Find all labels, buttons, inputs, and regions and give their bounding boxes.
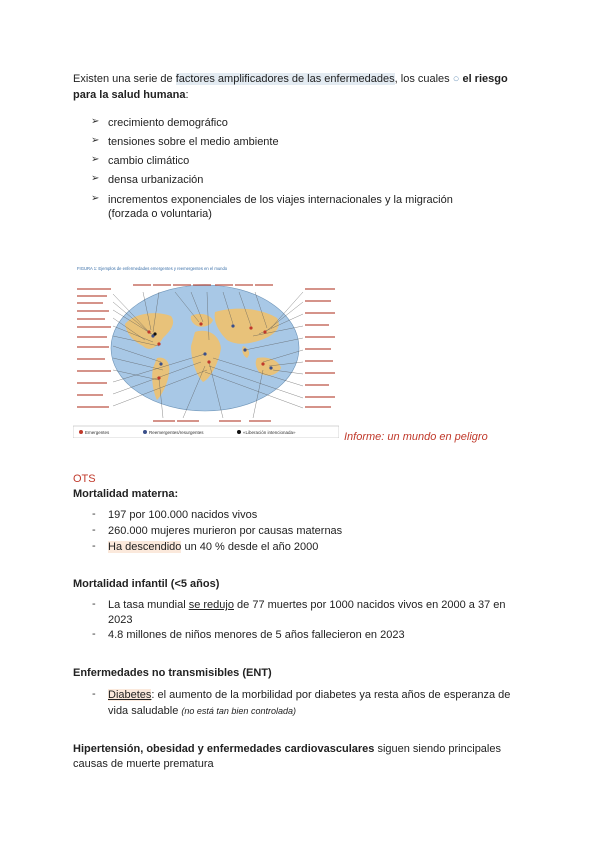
list-item-text: : el aumento de la morbilidad por diabetes ya resta años de esperanza de — [151, 689, 511, 701]
circle-icon: ○ — [452, 73, 460, 85]
list-item-continued — [108, 613, 132, 627]
factor-item: tensiones sobre el medio ambiente — [108, 136, 279, 148]
arrow-bullet-icon: ➢ — [91, 173, 100, 184]
closing-rest: siguen siendo principales — [374, 743, 501, 755]
arrow-bullet-icon: ➢ — [91, 116, 100, 127]
list-item-text: vida saludable — [108, 705, 182, 717]
legend-reemergent-icon — [143, 430, 147, 434]
dash-bullet: - — [92, 628, 96, 640]
list-item — [108, 524, 342, 538]
highlighted-text: Diabetes — [108, 689, 152, 701]
list-item-text: 2023 — [108, 614, 133, 626]
list-item-text: La tasa mundial — [108, 599, 189, 611]
list-item — [108, 540, 318, 554]
figure-caption: Informe: un mundo en peligro — [344, 431, 488, 443]
list-item-text: un 40 % desde el año 2000 — [181, 541, 319, 553]
intro-bold-2: para la salud humana — [73, 89, 186, 101]
disease-world-map-figure — [73, 262, 339, 438]
factor-item: crecimiento demográfico — [108, 117, 228, 129]
dash-bullet: - — [92, 540, 96, 552]
dash-bullet: - — [92, 598, 96, 610]
legend-label: Reemergentes/resurgentes — [149, 429, 204, 435]
closing-line-2: causas de muerte prematura — [73, 758, 214, 770]
dash-bullet: - — [92, 524, 96, 536]
legend-label: Emergentes — [85, 429, 110, 435]
intro-bold-1: el riesgo — [459, 73, 508, 85]
legend-label: «Liberación intencionada» — [243, 429, 296, 435]
closing-bold: Hipertensión, obesidad y enfermedades cardiovasculares — [73, 743, 375, 755]
factor-item: incrementos exponenciales de los viajes internacionales y la migración — [108, 194, 453, 206]
arrow-bullet-icon: ➢ — [91, 193, 100, 204]
section-title: Mortalidad infantil (<5 años) — [73, 578, 220, 590]
world-map-image — [73, 262, 339, 438]
list-item — [108, 508, 257, 522]
factor-item: cambio climático — [108, 155, 190, 167]
arrow-bullet-icon: ➢ — [91, 154, 100, 165]
closing-line-1 — [73, 742, 501, 756]
highlighted-text: Ha descendido — [108, 541, 182, 553]
dash-bullet: - — [92, 688, 96, 700]
dash-bullet: - — [92, 508, 96, 520]
intro-highlight: factores amplificadores de las enfermedades — [175, 73, 395, 85]
section-title: Mortalidad materna: — [73, 488, 179, 500]
list-item-text: 197 por 100.000 nacidos vivos — [108, 509, 258, 521]
intro-line-2 — [73, 88, 189, 102]
list-item — [108, 628, 405, 642]
intro-mid: , los cuales — [394, 73, 453, 85]
legend-emergent-icon — [79, 430, 83, 434]
arrow-bullet-icon: ➢ — [91, 135, 100, 146]
factor-item: densa urbanización — [108, 174, 204, 186]
list-item — [108, 688, 510, 702]
list-item — [108, 598, 506, 612]
italic-note: (no está tan bien controlada) — [181, 706, 296, 716]
section-title: Enfermedades no transmisibles (ENT) — [73, 667, 272, 679]
list-item-text: 260.000 mujeres murieron por causas maternas — [108, 525, 343, 537]
figure-title: FIGURA 1: Ejemplos de enfermedades emergentes y reemergentes en el mundo — [77, 266, 228, 271]
intro-line-1 — [73, 72, 508, 86]
list-item-continued — [108, 704, 296, 718]
legend-deliberate-icon — [237, 430, 241, 434]
ots-heading: OTS — [73, 473, 96, 485]
underlined-text: se redujo — [188, 599, 234, 611]
list-item-text: 4.8 millones de niños menores de 5 años fallecieron en 2023 — [108, 629, 405, 641]
intro-pre: Existen una serie de — [73, 73, 176, 85]
intro-end: : — [185, 89, 189, 101]
list-item-text: de 77 muertes por 1000 nacidos vivos en 2000 a 37 en — [233, 599, 506, 611]
factor-item-continued: (forzada o voluntaria) — [108, 208, 212, 220]
